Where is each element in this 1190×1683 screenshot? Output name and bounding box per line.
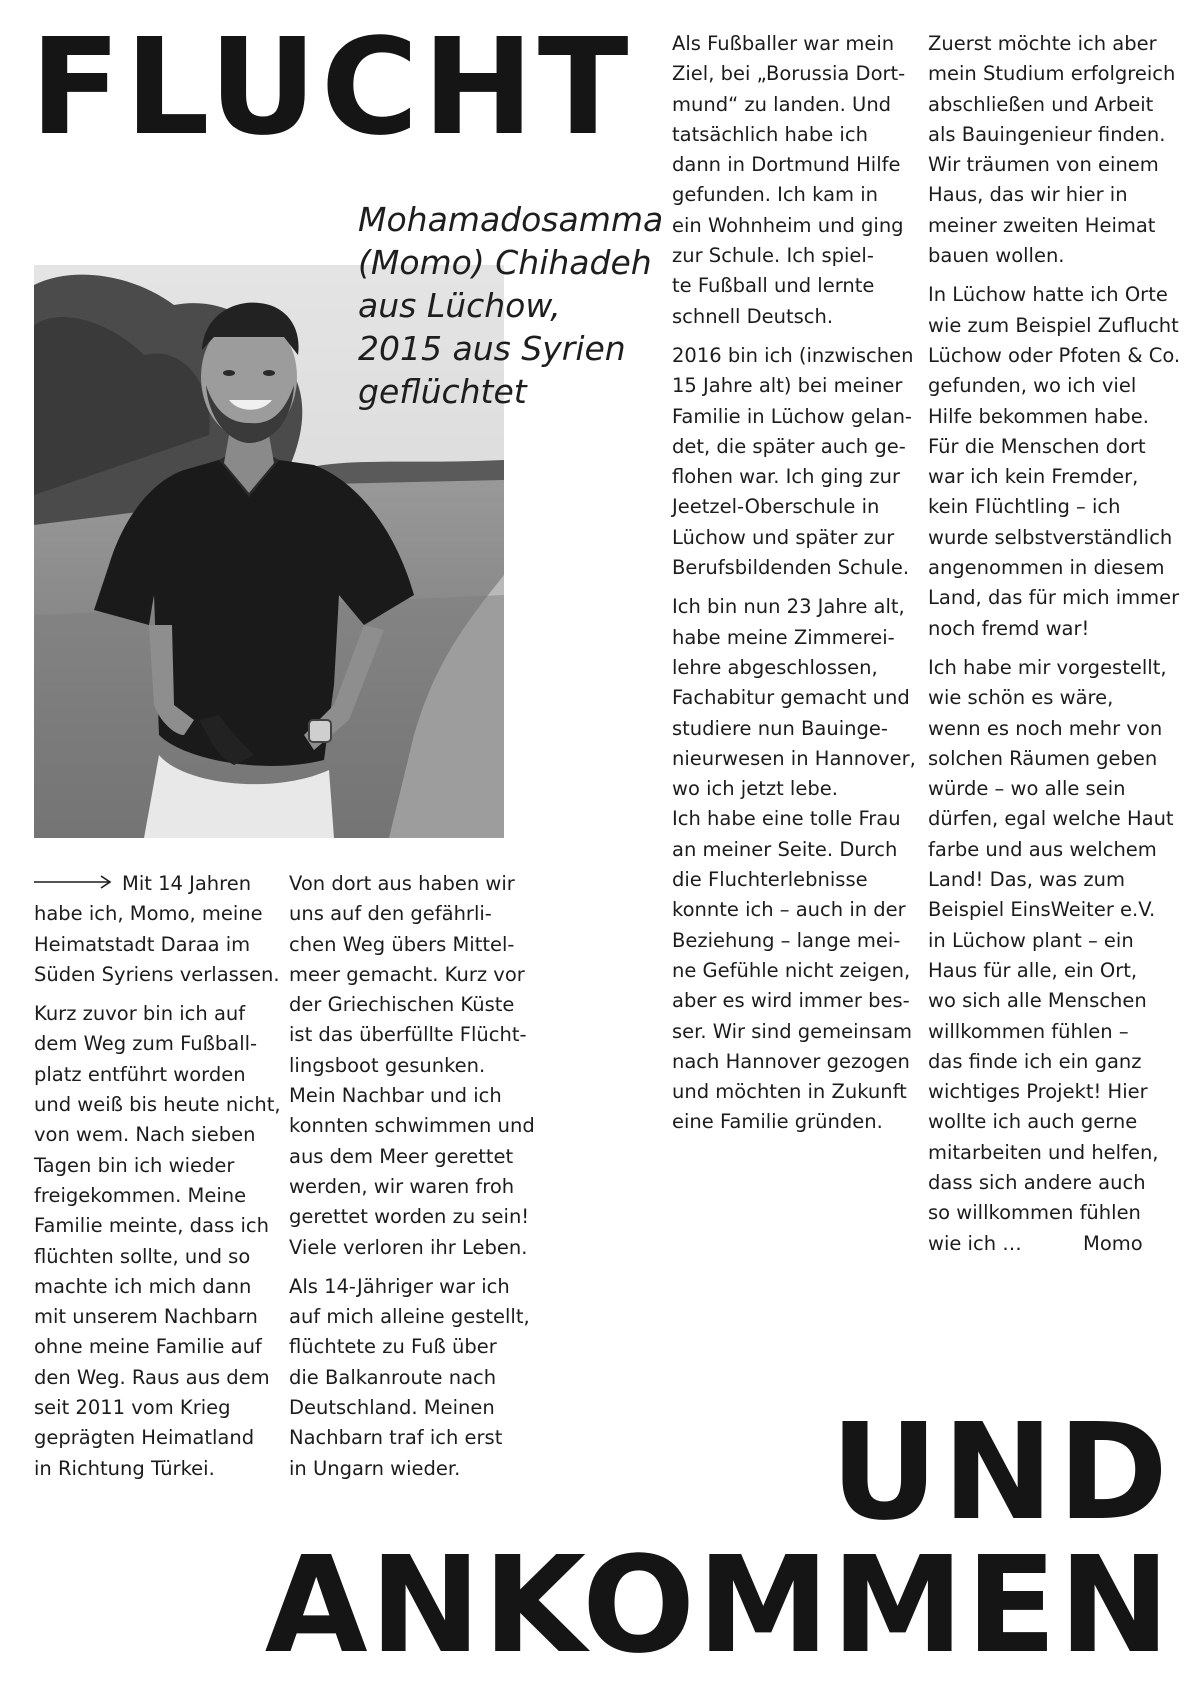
headline-und: UND xyxy=(830,1396,1172,1550)
text-line: als Bauingenieur finden. xyxy=(928,122,1166,146)
text-line: geprägten Heimatland xyxy=(34,1426,255,1450)
text-line-content: Mit 14 Jahren xyxy=(122,872,252,895)
text-line: ser. Wir sind gemeinsam xyxy=(672,1019,913,1043)
text-line: farbe und aus welchem xyxy=(928,837,1157,861)
text-line: mitarbeiten und helfen, xyxy=(928,1140,1159,1164)
subtitle xyxy=(358,198,664,413)
text-line: flüchtete zu Fuß über xyxy=(289,1335,497,1359)
text-line: meiner zweiten Heimat xyxy=(928,213,1156,237)
text-line: 2016 bin ich (inzwischen xyxy=(672,343,914,367)
text-line: Zuerst möchte ich aber xyxy=(928,32,1157,55)
text-line: Fachabitur gemacht und xyxy=(672,686,910,710)
text-line: dann in Dortmund Hilfe xyxy=(672,153,901,177)
text-line: aus dem Meer gerettet xyxy=(289,1144,514,1168)
text-line: konnte ich – auch in der xyxy=(672,898,906,922)
text-line: Lüchow und später zur xyxy=(672,525,895,549)
text-line: so willkommen fühlen xyxy=(928,1201,1141,1225)
text-line: gerettet worden zu sein! xyxy=(289,1205,530,1229)
text-line: lingsboot gesunken. xyxy=(289,1053,486,1077)
text-line: bauen wollen. xyxy=(928,244,1065,268)
text-line: Nachbarn traf ich erst xyxy=(289,1426,503,1450)
text-line: chen Weg übers Mittel- xyxy=(289,932,515,956)
subtitle-line: geflüchtet xyxy=(358,372,527,411)
text-line: mit unserem Nachbarn xyxy=(34,1305,258,1329)
text-line: kein Flüchtling – ich xyxy=(928,495,1121,519)
text-line: Jeetzel-Oberschule in xyxy=(672,495,880,519)
text-line xyxy=(34,869,274,899)
signature: Momo xyxy=(1083,1231,1143,1255)
text-line: Ziel, bei „Borussia Dort- xyxy=(672,62,906,86)
text-line: platz entführt worden xyxy=(34,1062,246,1086)
closing-line xyxy=(928,1229,1178,1259)
text-line: lehre abgeschlossen, xyxy=(672,655,878,679)
text-line: von wem. Nach sieben xyxy=(34,1123,256,1147)
text-line: Haus für alle, ein Ort, xyxy=(928,958,1138,982)
closing-text: wie ich … xyxy=(928,1231,1022,1255)
paragraph xyxy=(34,869,280,990)
text-line: auf mich alleine gestellt, xyxy=(289,1305,530,1329)
text-line: schnell Deutsch. xyxy=(672,304,834,328)
text-line: Ich bin nun 23 Jahre alt, xyxy=(672,595,905,619)
text-line: Haus, das wir hier in xyxy=(928,183,1128,207)
paragraph xyxy=(928,280,1181,644)
subtitle-line: 2015 aus Syrien xyxy=(358,329,626,368)
text-line: meer gemacht. Kurz vor xyxy=(289,962,525,986)
text-line: Ich habe eine tolle Frau xyxy=(672,807,901,831)
text-line: dass sich andere auch xyxy=(928,1170,1146,1194)
text-line: te Fußball und lernte xyxy=(672,274,875,298)
text-line: wichtiges Projekt! Hier xyxy=(928,1080,1148,1104)
text-line: Wir träumen von einem xyxy=(928,153,1159,177)
text-line: Tagen bin ich wieder xyxy=(34,1153,235,1177)
text-line: würde – wo alle sein xyxy=(928,777,1126,801)
text-line: solchen Räumen geben xyxy=(928,746,1158,770)
text-line: wie schön es wäre, xyxy=(928,686,1114,710)
text-line: det, die später auch ge- xyxy=(672,434,906,458)
text-line: an meiner Seite. Durch xyxy=(672,837,898,861)
subtitle-line: (Momo) Chihadeh xyxy=(358,243,652,282)
paragraph xyxy=(289,869,535,1263)
text-line: zur Schule. Ich spiel- xyxy=(672,244,874,268)
text-line: Lüchow oder Pfoten & Co. xyxy=(928,343,1181,367)
text-column-1 xyxy=(34,869,281,1493)
text-line: ne Gefühle nicht zeigen, xyxy=(672,958,911,982)
text-line: ein Wohnheim und ging xyxy=(672,213,904,237)
text-line: wie zum Beispiel Zuflucht xyxy=(928,313,1179,337)
text-column-2 xyxy=(289,869,535,1493)
paragraph xyxy=(928,29,1178,271)
text-line: Als 14-Jähriger war ich xyxy=(289,1274,510,1298)
text-line: seit 2011 vom Krieg xyxy=(34,1396,231,1420)
text-line: und weiß bis heute nicht, xyxy=(34,1093,281,1117)
text-line: habe ich, Momo, meine xyxy=(34,902,263,926)
text-line: gefunden, wo ich viel xyxy=(928,374,1137,398)
text-line: Für die Menschen dort xyxy=(928,434,1146,458)
headline-ankommen: ANKOMMEN xyxy=(264,1529,1172,1683)
text-line: war ich kein Fremder, xyxy=(928,465,1139,489)
text-line: freigekommen. Meine xyxy=(34,1183,247,1207)
text-line: dürfen, egal welche Haut xyxy=(928,807,1174,831)
text-line: wollte ich auch gerne xyxy=(928,1110,1138,1134)
text-line: Heimatstadt Daraa im xyxy=(34,932,251,956)
text-line: Mein Nachbar und ich xyxy=(289,1084,502,1108)
text-line: mein Studium erfolgreich xyxy=(928,62,1176,86)
text-line: wo ich jetzt lebe. xyxy=(672,777,838,801)
text-line: Berufsbildenden Schule. xyxy=(672,556,910,580)
text-line: Familie meinte, dass ich xyxy=(34,1214,269,1238)
text-line: habe meine Zimmerei- xyxy=(672,625,895,649)
text-line: machte ich mich dann xyxy=(34,1274,252,1298)
text-line: Familie in Lüchow gelan- xyxy=(672,404,912,428)
right-arrow-icon xyxy=(34,875,112,889)
text-line: werden, wir waren froh xyxy=(289,1174,515,1198)
text-line: die Fluchterlebnisse xyxy=(672,868,868,892)
text-line: 15 Jahre alt) bei meiner xyxy=(672,374,903,398)
text-line: in Richtung Türkei. xyxy=(34,1456,215,1480)
text-line: Beispiel EinsWeiter e.V. xyxy=(928,898,1156,922)
paragraph xyxy=(289,1272,529,1484)
text-line: angenommen in diesem xyxy=(928,556,1165,580)
text-line: das finde ich ein ganz xyxy=(928,1049,1142,1073)
text-line: konnten schwimmen und xyxy=(289,1114,535,1138)
subtitle-line: Mohamadosamma xyxy=(358,200,664,239)
text-line: und möchten in Zukunft xyxy=(672,1080,907,1104)
text-line: aber es wird immer bes- xyxy=(672,989,910,1013)
paragraph xyxy=(672,29,912,332)
text-line: studiere nun Bauinge- xyxy=(672,716,888,740)
text-line: den Weg. Raus aus dem xyxy=(34,1365,270,1389)
text-line: uns auf den gefährli- xyxy=(289,902,492,926)
text-line: mund“ zu landen. Und xyxy=(672,92,892,116)
text-line: dem Weg zum Fußball- xyxy=(34,1032,258,1056)
text-line: der Griechischen Küste xyxy=(289,993,515,1017)
text-line: Viele verloren ihr Leben. xyxy=(289,1235,528,1259)
text-line: Beziehung – lange mei- xyxy=(672,928,901,952)
text-line: ohne meine Familie auf xyxy=(34,1335,262,1359)
paragraph xyxy=(672,592,916,1137)
paragraph xyxy=(672,341,912,583)
text-line: Hilfe bekommen habe. xyxy=(928,404,1149,428)
text-line: in Ungarn wieder. xyxy=(289,1456,461,1480)
text-line: wurde selbstverständlich xyxy=(928,525,1173,549)
text-line: tatsächlich habe ich xyxy=(672,122,868,146)
text-line: noch fremd war! xyxy=(928,616,1090,640)
text-line: flohen war. Ich ging zur xyxy=(672,465,901,489)
text-line: abschließen und Arbeit xyxy=(928,92,1154,116)
text-line: Ich habe mir vorgestellt, xyxy=(928,655,1167,679)
text-line: willkommen fühlen – xyxy=(928,1019,1129,1043)
text-line: ist das überfüllte Flücht- xyxy=(289,1023,527,1047)
text-line: wo sich alle Menschen xyxy=(928,989,1147,1013)
text-line: Als Fußballer war mein xyxy=(672,32,895,55)
text-line: Kurz zuvor bin ich auf xyxy=(34,1002,246,1026)
text-column-3 xyxy=(672,29,916,1147)
text-line: wenn es noch mehr von xyxy=(928,716,1163,740)
text-line: nach Hannover gezogen xyxy=(672,1049,910,1073)
text-line: flüchten sollte, und so xyxy=(34,1244,251,1268)
text-line: nieurwesen in Hannover, xyxy=(672,746,916,770)
text-line: In Lüchow hatte ich Orte xyxy=(928,283,1168,307)
text-line: Deutschland. Meinen xyxy=(289,1396,495,1420)
text-line: Land, das für mich immer xyxy=(928,586,1180,610)
text-line: Land! Das, was zum xyxy=(928,868,1125,892)
paragraph xyxy=(928,653,1178,1259)
text-line: eine Familie gründen. xyxy=(672,1110,883,1134)
paragraph xyxy=(34,999,281,1484)
text-line: die Balkanroute nach xyxy=(289,1365,497,1389)
text-column-4 xyxy=(928,29,1181,1268)
text-line: gefunden. Ich kam in xyxy=(672,183,878,207)
subtitle-line: aus Lüchow, xyxy=(358,286,561,325)
text-line: Von dort aus haben wir xyxy=(289,872,515,895)
text-line: Süden Syriens verlassen. xyxy=(34,962,280,986)
headline-flucht: FLUCHT xyxy=(30,11,633,165)
text-line: in Lüchow plant – ein xyxy=(928,928,1134,952)
